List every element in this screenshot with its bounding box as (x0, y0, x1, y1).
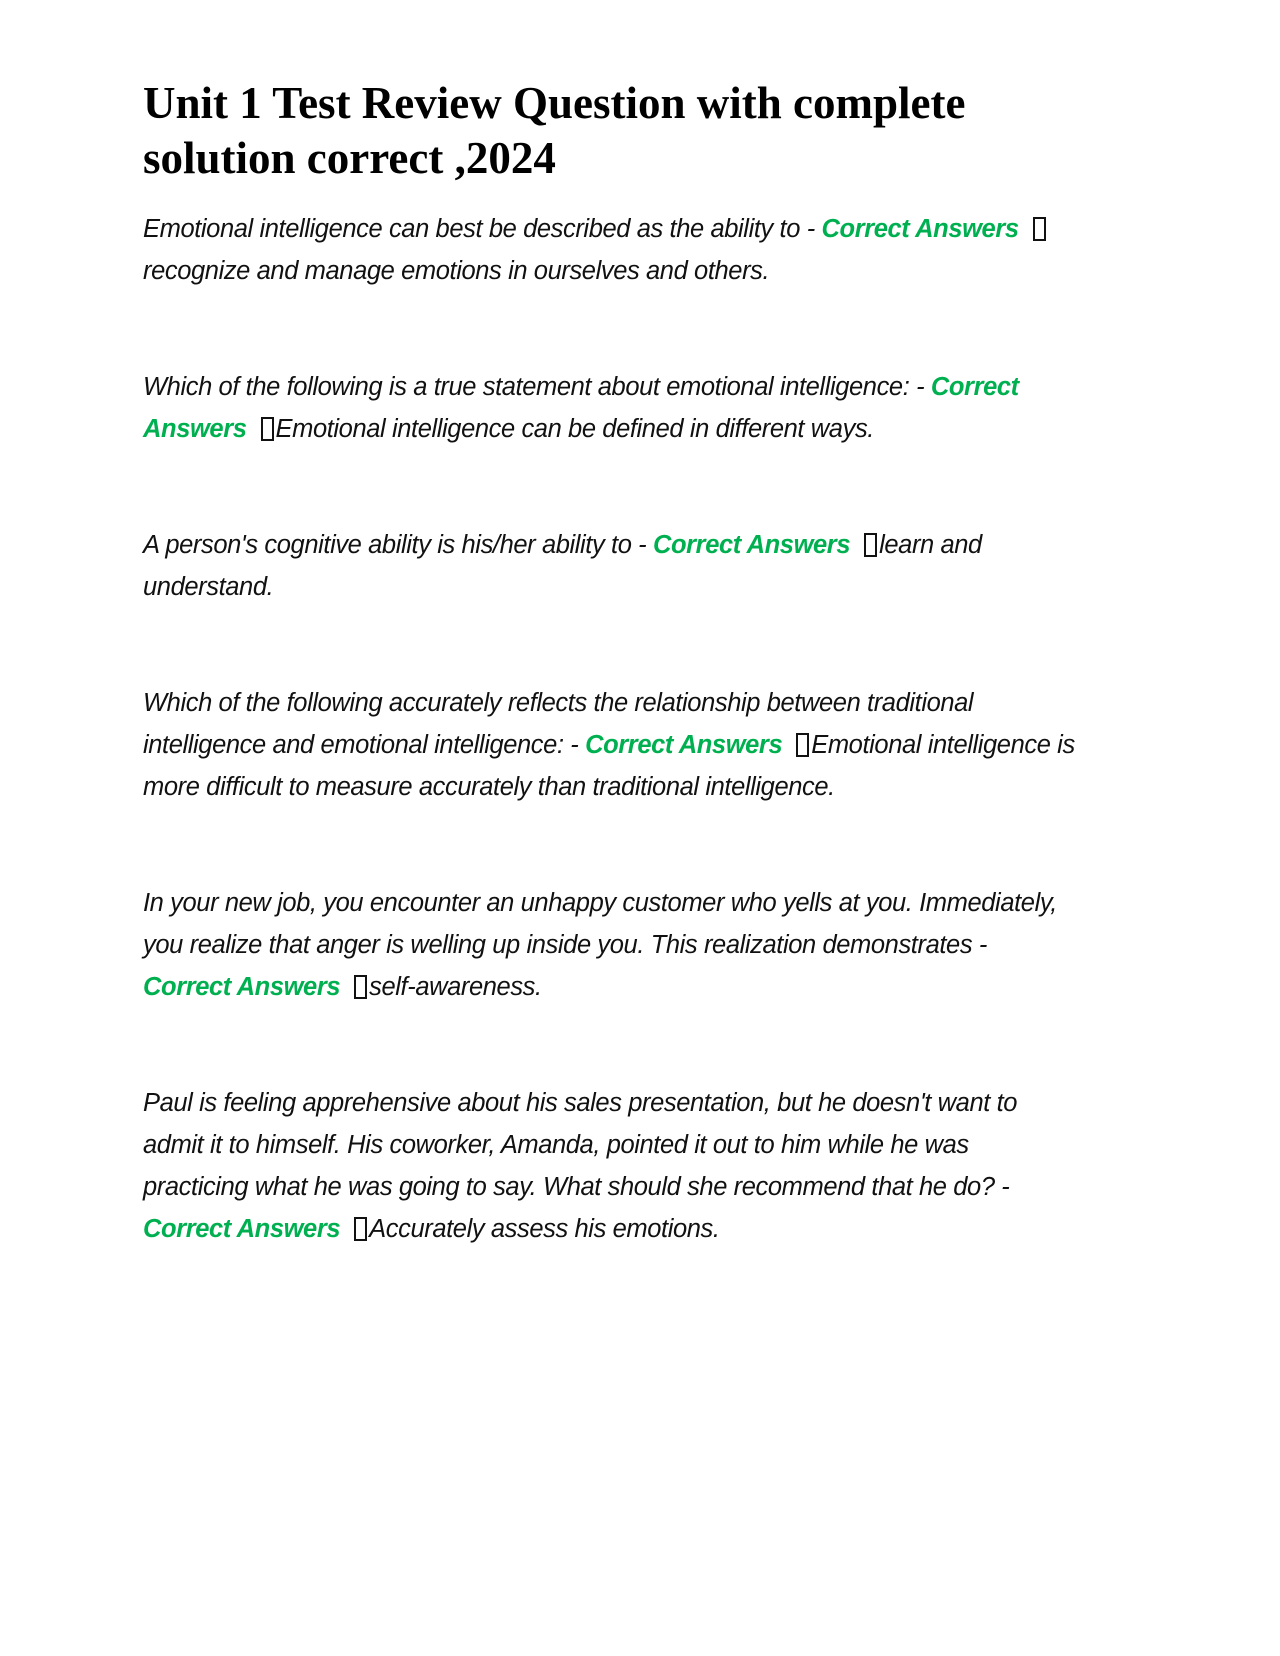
question-text: Which of the following accurately reflects the relationship between traditional intelligence and emotional intelligence: - (143, 689, 974, 759)
qa-item (143, 882, 1078, 1008)
document-page (143, 76, 1078, 1324)
missing-glyph-icon (354, 1217, 367, 1241)
question-text: Paul is feeling apprehensive about his sales presentation, but he doesn't want to admit it to himself. His coworker, Amanda, pointed it out to him while he was practicing what he was going to say. What should she recommend that he do? - (143, 1089, 1018, 1201)
answer-text: learn and understand. (143, 531, 982, 601)
missing-glyph-icon (864, 533, 877, 557)
missing-glyph-icon (354, 975, 367, 999)
question-text: A person's cognitive ability is his/her ability to - (143, 531, 653, 559)
qa-item (143, 1082, 1078, 1250)
answer-text: Emotional intelligence can be defined in different ways. (275, 415, 874, 443)
correct-answers-label: Correct Answers (143, 373, 1019, 443)
correct-answers-label: Correct Answers (585, 731, 783, 759)
document-title: Unit 1 Test Review Question with complete solution correct ,2024 (143, 78, 966, 183)
qa-item (143, 682, 1078, 808)
answer-text: recognize and manage emotions in ourselves and others. (143, 257, 770, 285)
correct-answers-label: Correct Answers (652, 531, 851, 559)
qa-list (143, 208, 1078, 1250)
qa-item (143, 524, 1078, 608)
answer-text: Accurately assess his emotions. (369, 1215, 720, 1243)
correct-answers-label: Correct Answers (821, 215, 1019, 243)
missing-glyph-icon (796, 733, 809, 757)
missing-glyph-icon (1033, 217, 1046, 241)
answer-text: self-awareness. (369, 973, 542, 1001)
qa-item (143, 208, 1078, 292)
correct-answers-label: Correct Answers (143, 1215, 341, 1243)
correct-answers-label: Correct Answers (143, 973, 341, 1001)
missing-glyph-icon (261, 417, 274, 441)
question-text: In your new job, you encounter an unhappy customer who yells at you. Immediately, you realize that anger is welling up inside you. This realization demonstrates - (143, 889, 1057, 959)
question-text: Which of the following is a true statement about emotional intelligence: - (143, 373, 931, 401)
qa-item (143, 366, 1078, 450)
answer-text: Emotional intelligence is more difficult to measure accurately than traditional intelligence. (143, 731, 1075, 801)
question-text: Emotional intelligence can best be described as the ability to - (143, 215, 822, 243)
